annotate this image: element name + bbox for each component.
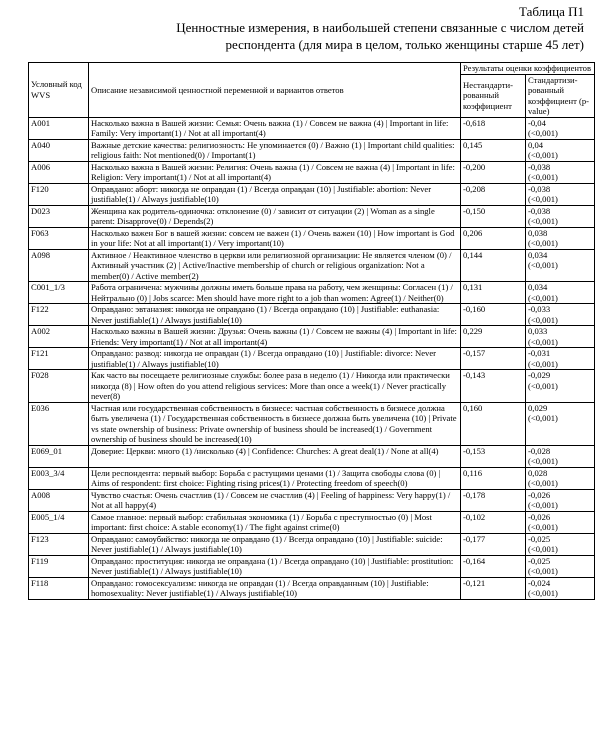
variable-code: F121 bbox=[29, 348, 89, 370]
beta-value: -0,04 bbox=[528, 117, 546, 128]
p-value: (<0,001) bbox=[528, 588, 558, 598]
table-row bbox=[29, 577, 595, 599]
variable-code: A006 bbox=[29, 161, 89, 183]
table-row bbox=[29, 489, 595, 511]
variable-description: Доверие: Церкви: много (1) /нисколько (4) | Confidence: Churches: A great deal(1) / None at all(4) bbox=[89, 445, 461, 467]
p-value: (<0,001) bbox=[528, 522, 558, 532]
table-row bbox=[29, 249, 595, 282]
standardized-coefficient bbox=[526, 304, 595, 326]
unstandardized-coefficient: 0,160 bbox=[461, 402, 526, 445]
variable-description: Женщина как родитель-одиночка: отклонение (0) / зависит от ситуации (2) | Woman as a single parent: Disapprove(0) / Depends(2) bbox=[89, 205, 461, 227]
variable-code: F028 bbox=[29, 370, 89, 403]
header-code: Условный код WVS bbox=[29, 63, 89, 118]
table-row bbox=[29, 467, 595, 489]
beta-value: -0,033 bbox=[528, 304, 551, 314]
p-value: (<0,001) bbox=[528, 478, 558, 488]
p-value: (<0,001) bbox=[528, 336, 558, 347]
table-body bbox=[29, 117, 595, 599]
table-row bbox=[29, 117, 595, 139]
p-value: (<0,001) bbox=[528, 194, 558, 204]
standardized-coefficient bbox=[526, 205, 595, 227]
beta-value: -0,038 bbox=[528, 161, 551, 172]
standardized-coefficient bbox=[526, 533, 595, 555]
unstandardized-coefficient: -0,143 bbox=[461, 370, 526, 403]
beta-value: 0,034 bbox=[528, 282, 548, 292]
variable-code: F063 bbox=[29, 227, 89, 249]
standardized-coefficient bbox=[526, 467, 595, 489]
table-row bbox=[29, 227, 595, 249]
unstandardized-coefficient: 0,145 bbox=[461, 139, 526, 161]
variable-code: D023 bbox=[29, 205, 89, 227]
variable-code: A098 bbox=[29, 249, 89, 282]
standardized-coefficient bbox=[526, 227, 595, 249]
table-title-line-2: респондента (для мира в целом, только женщины старше 45 лет) bbox=[225, 37, 584, 52]
variable-description: Оправдано: гомосексуализм: никогда не оправдан (1) / Всегда оправданным (10) | Justifiable: homosexuality: Never justifiable(1) / Always justifiable(10) bbox=[89, 577, 461, 599]
p-value: (<0,001) bbox=[528, 500, 558, 510]
unstandardized-coefficient: -0,153 bbox=[461, 445, 526, 467]
p-value: (<0,001) bbox=[528, 128, 558, 138]
table-row bbox=[29, 555, 595, 577]
standardized-coefficient bbox=[526, 555, 595, 577]
header-results: Результаты оценки коэффициентов bbox=[461, 63, 595, 75]
variable-code: A040 bbox=[29, 139, 89, 161]
unstandardized-coefficient: -0,618 bbox=[461, 117, 526, 139]
beta-value: -0,029 bbox=[528, 370, 551, 380]
standardized-coefficient bbox=[526, 117, 595, 139]
table-row bbox=[29, 205, 595, 227]
p-value: (<0,001) bbox=[528, 238, 558, 248]
variable-description: Насколько важна в Вашей жизни: Семья: Очень важна (1) / Совсем не важна (4) | Important in life: Family: Very important(1) / Not at all important(4) bbox=[89, 117, 461, 139]
table-row bbox=[29, 533, 595, 555]
p-value: (<0,001) bbox=[528, 292, 558, 303]
table-row bbox=[29, 161, 595, 183]
unstandardized-coefficient: -0,150 bbox=[461, 205, 526, 227]
variable-description: Чувство счастья: Очень счастлив (1) / Совсем не счастлив (4) | Feeling of happiness: Very happy(1) / Not at all happy(4) bbox=[89, 489, 461, 511]
unstandardized-coefficient: 0,144 bbox=[461, 249, 526, 282]
standardized-coefficient bbox=[526, 445, 595, 467]
standardized-coefficient bbox=[526, 161, 595, 183]
unstandardized-coefficient: 0,229 bbox=[461, 326, 526, 348]
p-value: (<0,001) bbox=[528, 216, 558, 226]
standardized-coefficient bbox=[526, 249, 595, 282]
beta-value: 0,033 bbox=[528, 326, 548, 336]
table-row bbox=[29, 326, 595, 348]
variable-code: E003_3/4 bbox=[29, 467, 89, 489]
variable-code: A002 bbox=[29, 326, 89, 348]
variable-description: Насколько важны в Вашей жизни: Друзья: Очень важны (1) / Совсем не важны (4) | Important in life: Friends: Very important(1) / Not at all important(4) bbox=[89, 326, 461, 348]
table-row bbox=[29, 282, 595, 304]
standardized-coefficient bbox=[526, 370, 595, 403]
variable-code: F123 bbox=[29, 533, 89, 555]
variable-description: Насколько важна в Вашей жизни: Религия: Очень важна (1) / Совсем не важна (4) | Important in life: Religion: Very important(1) / Not at all important(4) bbox=[89, 161, 461, 183]
table-row bbox=[29, 139, 595, 161]
beta-value: -0,025 bbox=[528, 533, 551, 544]
beta-value: -0,024 bbox=[528, 577, 551, 588]
standardized-coefficient bbox=[526, 139, 595, 161]
variable-code: F120 bbox=[29, 183, 89, 205]
unstandardized-coefficient: -0,164 bbox=[461, 555, 526, 577]
table-number: Таблица П1 bbox=[519, 4, 584, 19]
standardized-coefficient bbox=[526, 402, 595, 445]
table-row bbox=[29, 304, 595, 326]
variable-code: F122 bbox=[29, 304, 89, 326]
standardized-coefficient bbox=[526, 326, 595, 348]
beta-value: -0,031 bbox=[528, 348, 551, 358]
variable-code: E036 bbox=[29, 402, 89, 445]
unstandardized-coefficient: -0,178 bbox=[461, 489, 526, 511]
p-value: (<0,001) bbox=[528, 544, 558, 554]
table-row bbox=[29, 183, 595, 205]
variable-description: Как часто вы посещаете религиозные службы: более раза в неделю (1) / Никогда или практически никогда (8) | How often do you attend religious services: More than once a week(1) / Never practically never(8) bbox=[89, 370, 461, 403]
variable-description: Оправдано: самоубийство: никогда не оправдано (1) / Всегда оправдано (10) | Justifiable: suicide: Never justifiable(1) / Always justifiable(10) bbox=[89, 533, 461, 555]
p-value: (<0,001) bbox=[528, 566, 558, 576]
p-value: (<0,001) bbox=[528, 380, 558, 391]
variable-code: E069_01 bbox=[29, 445, 89, 467]
variable-description: Насколько важен Бог в вашей жизни: совсем не важен (1) / Очень важен (10) | How important is God in your life: Not at all important(1) / Very important(10) bbox=[89, 227, 461, 249]
p-value: (<0,001) bbox=[528, 358, 558, 369]
beta-value: -0,038 bbox=[528, 205, 551, 216]
header-standardized: Стандартизированный коэффициент (p-value) bbox=[526, 74, 595, 117]
unstandardized-coefficient: -0,177 bbox=[461, 533, 526, 555]
table-row bbox=[29, 511, 595, 533]
table-row bbox=[29, 402, 595, 445]
variable-description: Оправдано: развод: никогда не оправдан (1) / Всегда оправдано (10) | Justifiable: divorce: Never justifiable(1) / Always justifiable(10) bbox=[89, 348, 461, 370]
variable-description: Частная или государственная собственность в бизнесе: частная собственность в бизнесе должна быть увеличена (1) / Государственная собственность в бизнесе должна быть увеличена (10) | Private vs state ownership of business: Private ownership of business should be increased(1) / Government ownership of business should be increased(10) bbox=[89, 402, 461, 445]
unstandardized-coefficient: 0,206 bbox=[461, 227, 526, 249]
beta-value: 0,04 bbox=[528, 139, 544, 150]
p-value: (<0,001) bbox=[528, 150, 558, 160]
results-table bbox=[28, 62, 595, 600]
standardized-coefficient bbox=[526, 577, 595, 599]
table-row bbox=[29, 370, 595, 403]
variable-description: Оправдано: проституция: никогда не оправдана (1) / Всегда оправдано (10) | Justifiable: prostitution: Never justifiable(1) / Always justifiable(10) bbox=[89, 555, 461, 577]
standardized-coefficient bbox=[526, 511, 595, 533]
unstandardized-coefficient: -0,121 bbox=[461, 577, 526, 599]
variable-description: Важные детские качества: религиозность: Не упоминается (0) / Важно (1) | Important child qualities: religious faith: Not mentioned(0) / Important(1) bbox=[89, 139, 461, 161]
standardized-coefficient bbox=[526, 282, 595, 304]
variable-description: Оправдано: эвтаназия: никогда не оправдано (1) / Всегда оправдано (10) | Justifiable: euthanasia: Never justifiable(1) / Always justifiable(10) bbox=[89, 304, 461, 326]
variable-code: F119 bbox=[29, 555, 89, 577]
unstandardized-coefficient: 0,116 bbox=[461, 467, 526, 489]
variable-description: Цели респондента: первый выбор: Борьба с растущими ценами (1) / Защита свободы слова (0) | Aims of respondent: first choice: Fighting rising prices(1) / Protecting freedom of speech(0) bbox=[89, 467, 461, 489]
unstandardized-coefficient: 0,131 bbox=[461, 282, 526, 304]
table-row bbox=[29, 348, 595, 370]
unstandardized-coefficient: -0,102 bbox=[461, 511, 526, 533]
beta-value: -0,026 bbox=[528, 511, 551, 522]
header-unstandardized: Нестандартированный коэффициент bbox=[461, 74, 526, 117]
beta-value: 0,038 bbox=[528, 227, 548, 238]
variable-code: C001_1/3 bbox=[29, 282, 89, 304]
variable-code: A008 bbox=[29, 489, 89, 511]
beta-value: -0,038 bbox=[528, 183, 551, 194]
variable-code: F118 bbox=[29, 577, 89, 599]
standardized-coefficient bbox=[526, 489, 595, 511]
table-row bbox=[29, 445, 595, 467]
unstandardized-coefficient: -0,208 bbox=[461, 183, 526, 205]
beta-value: 0,029 bbox=[528, 402, 548, 413]
variable-description: Оправдано: аборт: никогда не оправдан (1) / Всегда оправдан (10) | Justifiable: abortion: Never justifiable(1) / Always justifiable(10) bbox=[89, 183, 461, 205]
p-value: (<0,001) bbox=[528, 456, 558, 466]
beta-value: -0,025 bbox=[528, 555, 551, 566]
variable-code: E005_1/4 bbox=[29, 511, 89, 533]
variable-description: Активное / Неактивное членство в церкви или религиозной организации: Не является членом (0) / Активный участник (2) | Active/Inactive membership of church or religious organization: Not a member(0) / Active member(2) bbox=[89, 249, 461, 282]
beta-value: -0,026 bbox=[528, 489, 551, 500]
p-value: (<0,001) bbox=[528, 413, 558, 423]
unstandardized-coefficient: -0,200 bbox=[461, 161, 526, 183]
standardized-coefficient bbox=[526, 348, 595, 370]
unstandardized-coefficient: -0,157 bbox=[461, 348, 526, 370]
beta-value: -0,028 bbox=[528, 445, 551, 456]
beta-value: 0,034 bbox=[528, 249, 548, 260]
table-title-line-1: Ценностные измерения, в наибольшей степени связанные с числом детей bbox=[176, 20, 584, 35]
header-description: Описание независимой ценностной переменной и вариантов ответов bbox=[89, 63, 461, 118]
p-value: (<0,001) bbox=[528, 260, 558, 270]
p-value: (<0,001) bbox=[528, 314, 558, 325]
variable-description: Самое главное: первый выбор: стабильная экономика (1) / Борьба с преступностью (0) | Most important: first choice: A stable economy(1) / The fight against crime(0) bbox=[89, 511, 461, 533]
variable-description: Работа ограничена: мужчины должны иметь больше права на работу, чем женщины: Согласен (1) / Нейтрально (0) | Jobs scarce: Men should have more right to a job than women: Agree(1) / Neither(0) bbox=[89, 282, 461, 304]
title-block bbox=[176, 4, 584, 53]
beta-value: 0,028 bbox=[528, 467, 548, 478]
unstandardized-coefficient: -0,160 bbox=[461, 304, 526, 326]
standardized-coefficient bbox=[526, 183, 595, 205]
variable-code: A001 bbox=[29, 117, 89, 139]
p-value: (<0,001) bbox=[528, 172, 558, 182]
